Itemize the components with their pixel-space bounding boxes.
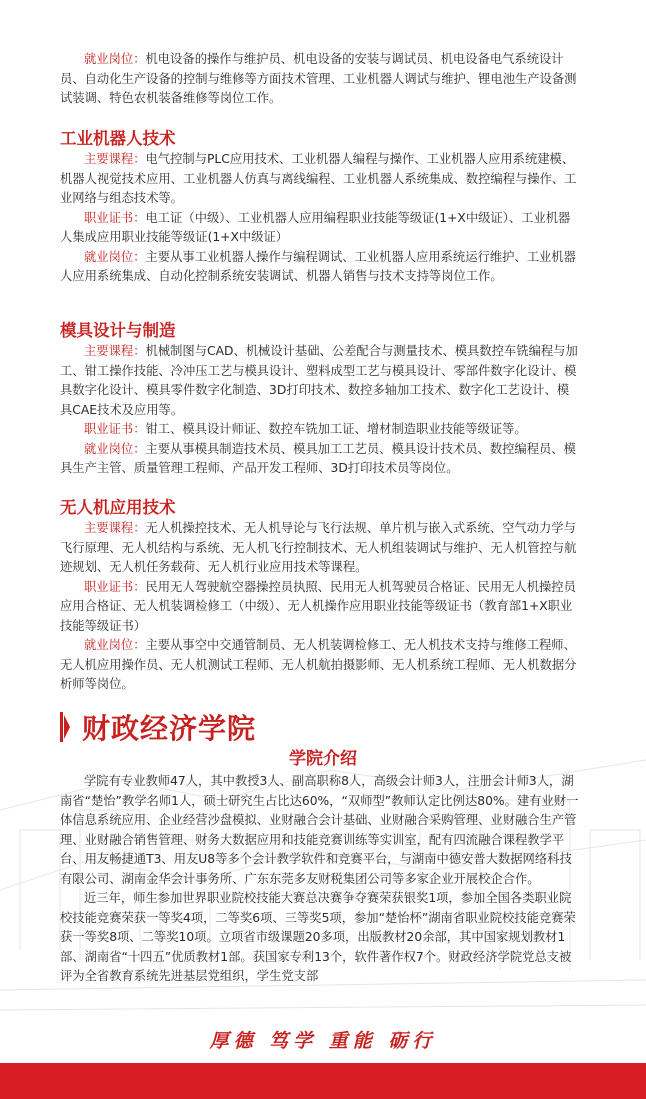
jobs-paragraph	[60, 440, 580, 479]
major-section-mould	[60, 320, 580, 479]
jobs-text: 主要从事模具制造技术员、模具加工工艺员、模具设计技术员、数控编程员、模具生产主管、质量管理工程师、产品开发工程师、3D打印技术员等岗位。	[60, 441, 576, 475]
intro-title: 学院介绍	[289, 749, 357, 769]
certs-paragraph	[60, 578, 580, 637]
courses-label: 主要课程：	[84, 521, 146, 535]
major-title: 无人机应用技术	[60, 498, 176, 517]
major-section-drone	[60, 497, 580, 695]
jobs-label: 就业岗位：	[84, 249, 146, 264]
college-intro	[60, 772, 580, 987]
courses-label: 主要课程：	[84, 152, 146, 166]
courses-paragraph	[60, 342, 580, 420]
jobs-label: 就业岗位：	[84, 441, 146, 456]
intro-paragraph: 学院有专业教师47人，其中教授3人、副高职称8人，高级会计师3人，注册会计师3人，湖南省“楚怡”教学名师1人，硕士研究生占比达60%，“双师型”教师认定比例达80%。建有业财一体信息系统应用、企业经营沙盘模拟、业财融合会计基础、业财融合采购管理、业财融合生产管理、业财融合销售管理、财务大数据应用和技能竞赛训练等实训室，配有四流融合课程教学平台、用友畅捷通T3、用友U8等多个会计教学软件和竞赛平台，与湖南中德安普大数据网络科技有限公司、湖南金华会计事务所、广东东莞多友财税集团公司等多家企业开展校企合作。	[60, 774, 579, 886]
courses-paragraph	[60, 519, 580, 578]
certs-text: 民用无人驾驶航空器操控员执照、民用无人机驾驶员合格证、民用无人机操控员应用合格证、无人机装调检修工（中级）、无人机操作应用职业技能等级证书（教育部1+X职业技能等级证书）	[60, 579, 576, 633]
certs-label: 职业证书：	[84, 422, 146, 436]
jobs-text: 主要从事空中交通管制员、无人机装调检修工、无人机技术支持与维修工程师、无人机应用操作员、无人机测试工程师、无人机航拍摄影师、无人机系统工程师、无人机数据分析师等岗位。	[60, 638, 577, 691]
certs-text: 电工证（中级）、工业机器人应用编程职业技能等级证(1+X中级证）、工业机器人集成应用职业技能等级证(1+X中级证）	[60, 210, 571, 244]
courses-paragraph	[60, 150, 580, 209]
college-title: 财政经济学院	[82, 712, 257, 745]
footer-bar	[0, 1063, 646, 1099]
jobs-label: 就业岗位：	[84, 52, 146, 66]
jobs-label: 就业岗位：	[84, 638, 146, 652]
jobs-text: 机电设备的操作与维护员、机电设备的安装与调试员、机电设备电气系统设计员、自动化生产设备的控制与维修等方面技术管理、工业机器人调试与维护、锂电池生产设备测试装调、特色农机装备维修等岗位工作。	[60, 52, 577, 105]
intro-jobs-paragraph	[60, 50, 580, 109]
jobs-paragraph	[60, 248, 580, 287]
courses-label: 主要课程：	[84, 344, 146, 358]
courses-text: 电气控制与PLC应用技术、工业机器人编程与操作、工业机器人应用系统建模、机器人视觉技术应用、工业机器人仿真与离线编程、工业机器人系统集成、数控编程与操作、工业网络与组态技术等。	[60, 152, 577, 205]
chevron-marker-icon	[60, 712, 70, 742]
jobs-text: 主要从事工业机器人操作与编程调试、工业机器人应用系统运行维护、工业机器人应用系统集成、自动化控制系统安装调试、机器人销售与技术支持等岗位工作。	[60, 249, 576, 283]
majors-content	[60, 50, 580, 109]
certs-label: 职业证书：	[84, 579, 146, 594]
intro-paragraph: 近三年，师生参加世界职业院校技能大赛总决赛争夺赛荣获银奖1项，参加全国各类职业院校技能竞赛荣获一等奖4项，二等奖6项、三等奖5项，参加“楚怡杯”湖南省职业院校技能竞赛荣获一等奖8项、二等奖10项。立项省市级课题20多项，出版教材20余部，其中国家规划教材1部、湖南省“十四五”优质教材1部。获国家专利13个，软件著作权7个。财政经济学院党总支被评为全省教育系统先进基层党组织，学生党支部	[60, 891, 576, 983]
certs-label: 职业证书：	[84, 210, 146, 225]
certs-paragraph	[60, 420, 580, 440]
courses-text: 机械制图与CAD、机械设计基础、公差配合与测量技术、模具数控车铣编程与加工、钳工操作技能、冷冲压工艺与模具设计、塑料成型工艺与模具设计、零部件数字化设计、模具数字化设计、模具零件数字化制造、3D打印技术、数控多轴加工技术、数字化工艺设计、模具CAE技术及应用等。	[60, 344, 578, 417]
certs-paragraph	[60, 209, 580, 248]
major-section-robot	[60, 128, 580, 287]
school-motto: 厚德 笃学 重能 砺行	[209, 1030, 437, 1052]
major-title: 模具设计与制造	[60, 321, 176, 340]
college-heading	[60, 706, 256, 748]
major-title: 工业机器人技术	[60, 129, 176, 148]
courses-text: 无人机操控技术、无人机导论与飞行法规、单片机与嵌入式系统、空气动力学与飞行原理、无人机结构与系统、无人机飞行控制技术、无人机组装调试与维护、无人机管控与航迹规划、无人机任务载荷、无人机行业应用技术等课程。	[60, 521, 577, 574]
jobs-paragraph	[60, 636, 580, 695]
certs-text: 钳工、模具设计师证、数控车铣加工证、增材制造职业技能等级证等。	[145, 422, 527, 436]
